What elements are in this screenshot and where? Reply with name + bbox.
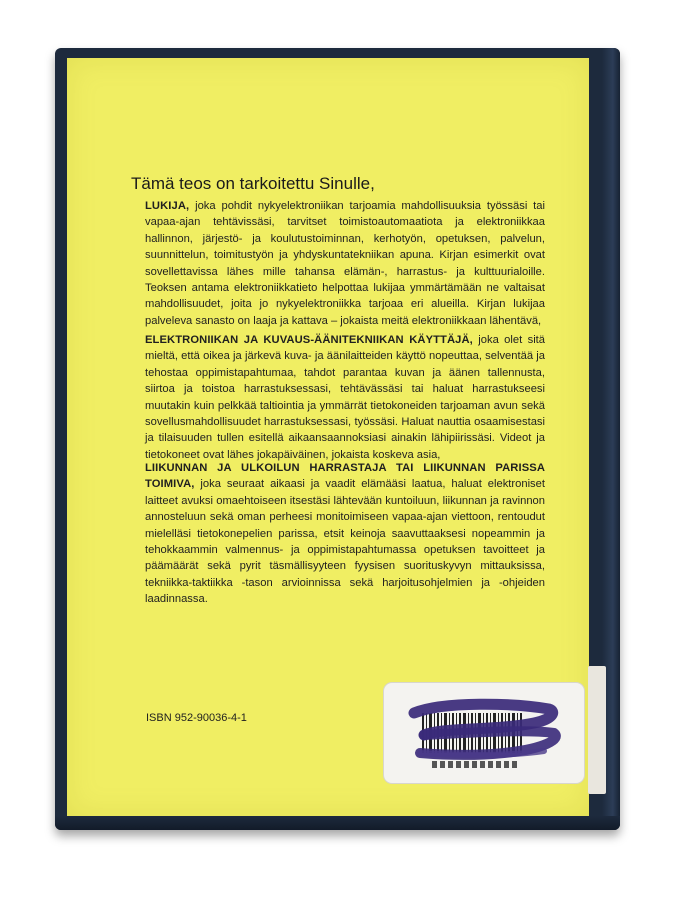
paragraph-user (145, 332, 545, 463)
paragraph-user-lead: ELEKTRONIIKAN JA KUVAUS-ÄÄNITEKNIIKAN KÄYTTÄJÄ, (145, 334, 473, 346)
paragraph-reader-lead: LUKIJA, (145, 200, 190, 212)
barcode-sticker (384, 683, 584, 783)
paragraph-user-text: joka olet sitä mieltä, että oikea ja järkevä kuva- ja äänilaitteiden käyttö nopeuttaa, selventää ja tehostaa oppimistapahtumaa, tahdot parantaa kuvan ja äänen tallennusta, siirtoa ja toistoa harrastuksessasi, tehtävässäsi tai haluat harrastukseesi muutakin kuin pelkkää taltiointia ja ymmärrät tietokoneiden tarjoaman avun sekä sovellusmahdollisuudet harrastuksessasi, työssäsi. Haluat nauttia osaamisestasi ja tilaisuuden tullen esitellä aikaansaannoksiasi ainakin lähipiirissäsi. Videot ja tietokoneet ovat lähes jokapäiväinen, jokaista koskeva asia, (145, 334, 546, 461)
isbn-label: ISBN 952-90036-4-1 (146, 712, 247, 724)
paragraph-reader (145, 198, 545, 329)
bottom-edge (55, 816, 620, 830)
library-label-tab (588, 666, 606, 794)
paragraph-reader-text: joka pohdit nykyelektroniikan tarjoamia mahdollisuuksia työssäsi tai vapaa-ajan tehtävissäsi, tarvitset toimistoautomaatiota ja elektroniikkaa hallinnon, järjestö- ja koulutustoiminnan, kerhotyön, opetuksen, palvelun, suunnittelun, toimitustyön ja yhdyskuntatekniikan apuna. Kirjan esimerkit ovat sovellettavissa lähes mille tahansa elämän-, harrastus- ja kulttuurialoille. Teoksen antama elektroniikkatieto helpottaa lukijaa ymmärtämään ne valtaisat mahdollisuudet, joita jo nykyelektroniikka tarjoaa eri alueilla. Kirjan lukijaa palveleva sanasto on laaja ja kattava – jokaista meitä elektroniikkaan lähentävä, (145, 200, 545, 327)
barcode-icon (384, 683, 584, 783)
paragraph-sports-lead: LIIKUNNAN JA ULKOILUN HARRASTAJA TAI LIIKUNNAN PARISSA TOIMIVA, (145, 462, 545, 491)
paragraph-sports (145, 460, 545, 608)
paragraph-sports-text: joka seuraat aikaasi ja vaadit elämääsi laatua, haluat elektroniset laitteet avuksi omaehtoiseen itsestäsi lähtevään kuntoiluun, liikunnan ja ravinnon annosteluun sekä oman perheesi monitoimiseen vapaa-ajan viettoon, rentoudut mielelläsi tietokonepelien parissa, etsit keinoja saavuttaaksesi nopeammin ja tehokkaammin valmennus- ja oppimistapahtumassa opetuksen tavoitteet ja päämäärät sekä pyrit täsmällisyyteen fyysisen suorituskyvyn mittauksissa, tekniikka-taktiikka -tason arvioinnissa sekä harjoitusohjelmien ja -ohjeiden laadinnassa. (145, 478, 545, 606)
cover-heading: Tämä teos on tarkoitettu Sinulle, (131, 174, 375, 193)
